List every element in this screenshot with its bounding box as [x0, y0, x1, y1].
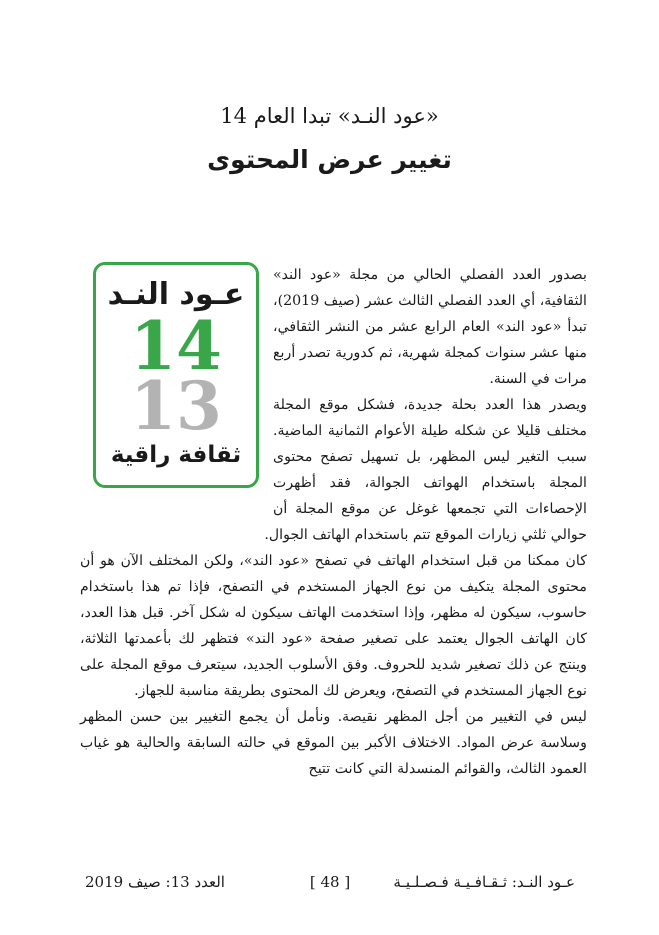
article-body	[80, 262, 587, 782]
footer-publication: عـود النـد: ثـقـافـيـة فـصـلـيـة	[393, 873, 575, 891]
logo-name: عـود النـد	[107, 277, 245, 312]
paragraph-2: ويصدر هذا العدد بحلة جديدة، فشكل موقع المجلة مختلف قليلا عن شكله طيلة الأعوام الثمانية الماضية. سبب التغير ليس المظهر، بل تسهيل تصفح محتوى المجلة باستخدام الهواتف الجوالة، فقد أظهرت الإحصاءات التي تجمعها غوغل عن موقع المجلة أن حوالي ثلثي زيارات الموقع تتم باستخدام الهاتف الجوال.	[264, 397, 587, 543]
footer-page-number: [ 48 ]	[309, 873, 351, 891]
paragraph-1: بصدور العدد الفصلي الحالي من مجلة «عود الند» الثقافية، أي العدد الفصلي الثالث عشر (صيف 2019)، تبدأ «عود الند» العام الرابع عشر من النشر الثقافي، منها عشر سنوات كمجلة شهرية، ثم كدورية تصدر أربع مرات في السنة.	[273, 267, 587, 387]
footer-issue: العدد 13: صيف 2019	[85, 873, 225, 891]
article-subtitle: «عود النـد» تبدا العام 14	[220, 104, 439, 128]
logo-float-space	[80, 262, 265, 502]
paragraph-3: كان ممكنا من قبل استخدام الهاتف في تصفح «عود الند»، ولكن المختلف الآن هو أن محتوى المجلة يتكيف من نوع الجهاز المستخدم في التصفح، فإذا تم هذا باستخدام حاسوب، سيكون له مظهر، وإذا استخدمت الهاتف سيكون له شكل آخر. قبل هذا العدد، كان الهاتف الجوال يعتمد على تصغير صفحة «عود الند» فتظهر لك بأعمدتها الثلاثة، وينتج عن ذلك تصغير شديد للحروف. وفق الأسلوب الجديد، سيتعرف موقع المجلة على نوع الجهاز المستخدم في التصفح، ويعرض لك المحتوى بطريقة مناسبة للجهاز.	[80, 553, 587, 699]
logo-year-current: 14	[130, 307, 222, 385]
logo-year-previous: 13	[130, 367, 222, 445]
logo-slogan: ثقافة راقية	[110, 442, 242, 468]
article-title: تغيير عرض المحتوى	[207, 145, 452, 174]
paragraph-4: ليس في التغيير من أجل المظهر نقيصة. ونأمل أن يجمع التغيير بين حسن المظهر وسلاسة عرض المواد. الاختلاف الأكبر بين الموقع في حالته السابقة والحالية هو غياب العمود الثالث، والقوائم المنسدلة التي كانت تتيح	[80, 709, 587, 777]
